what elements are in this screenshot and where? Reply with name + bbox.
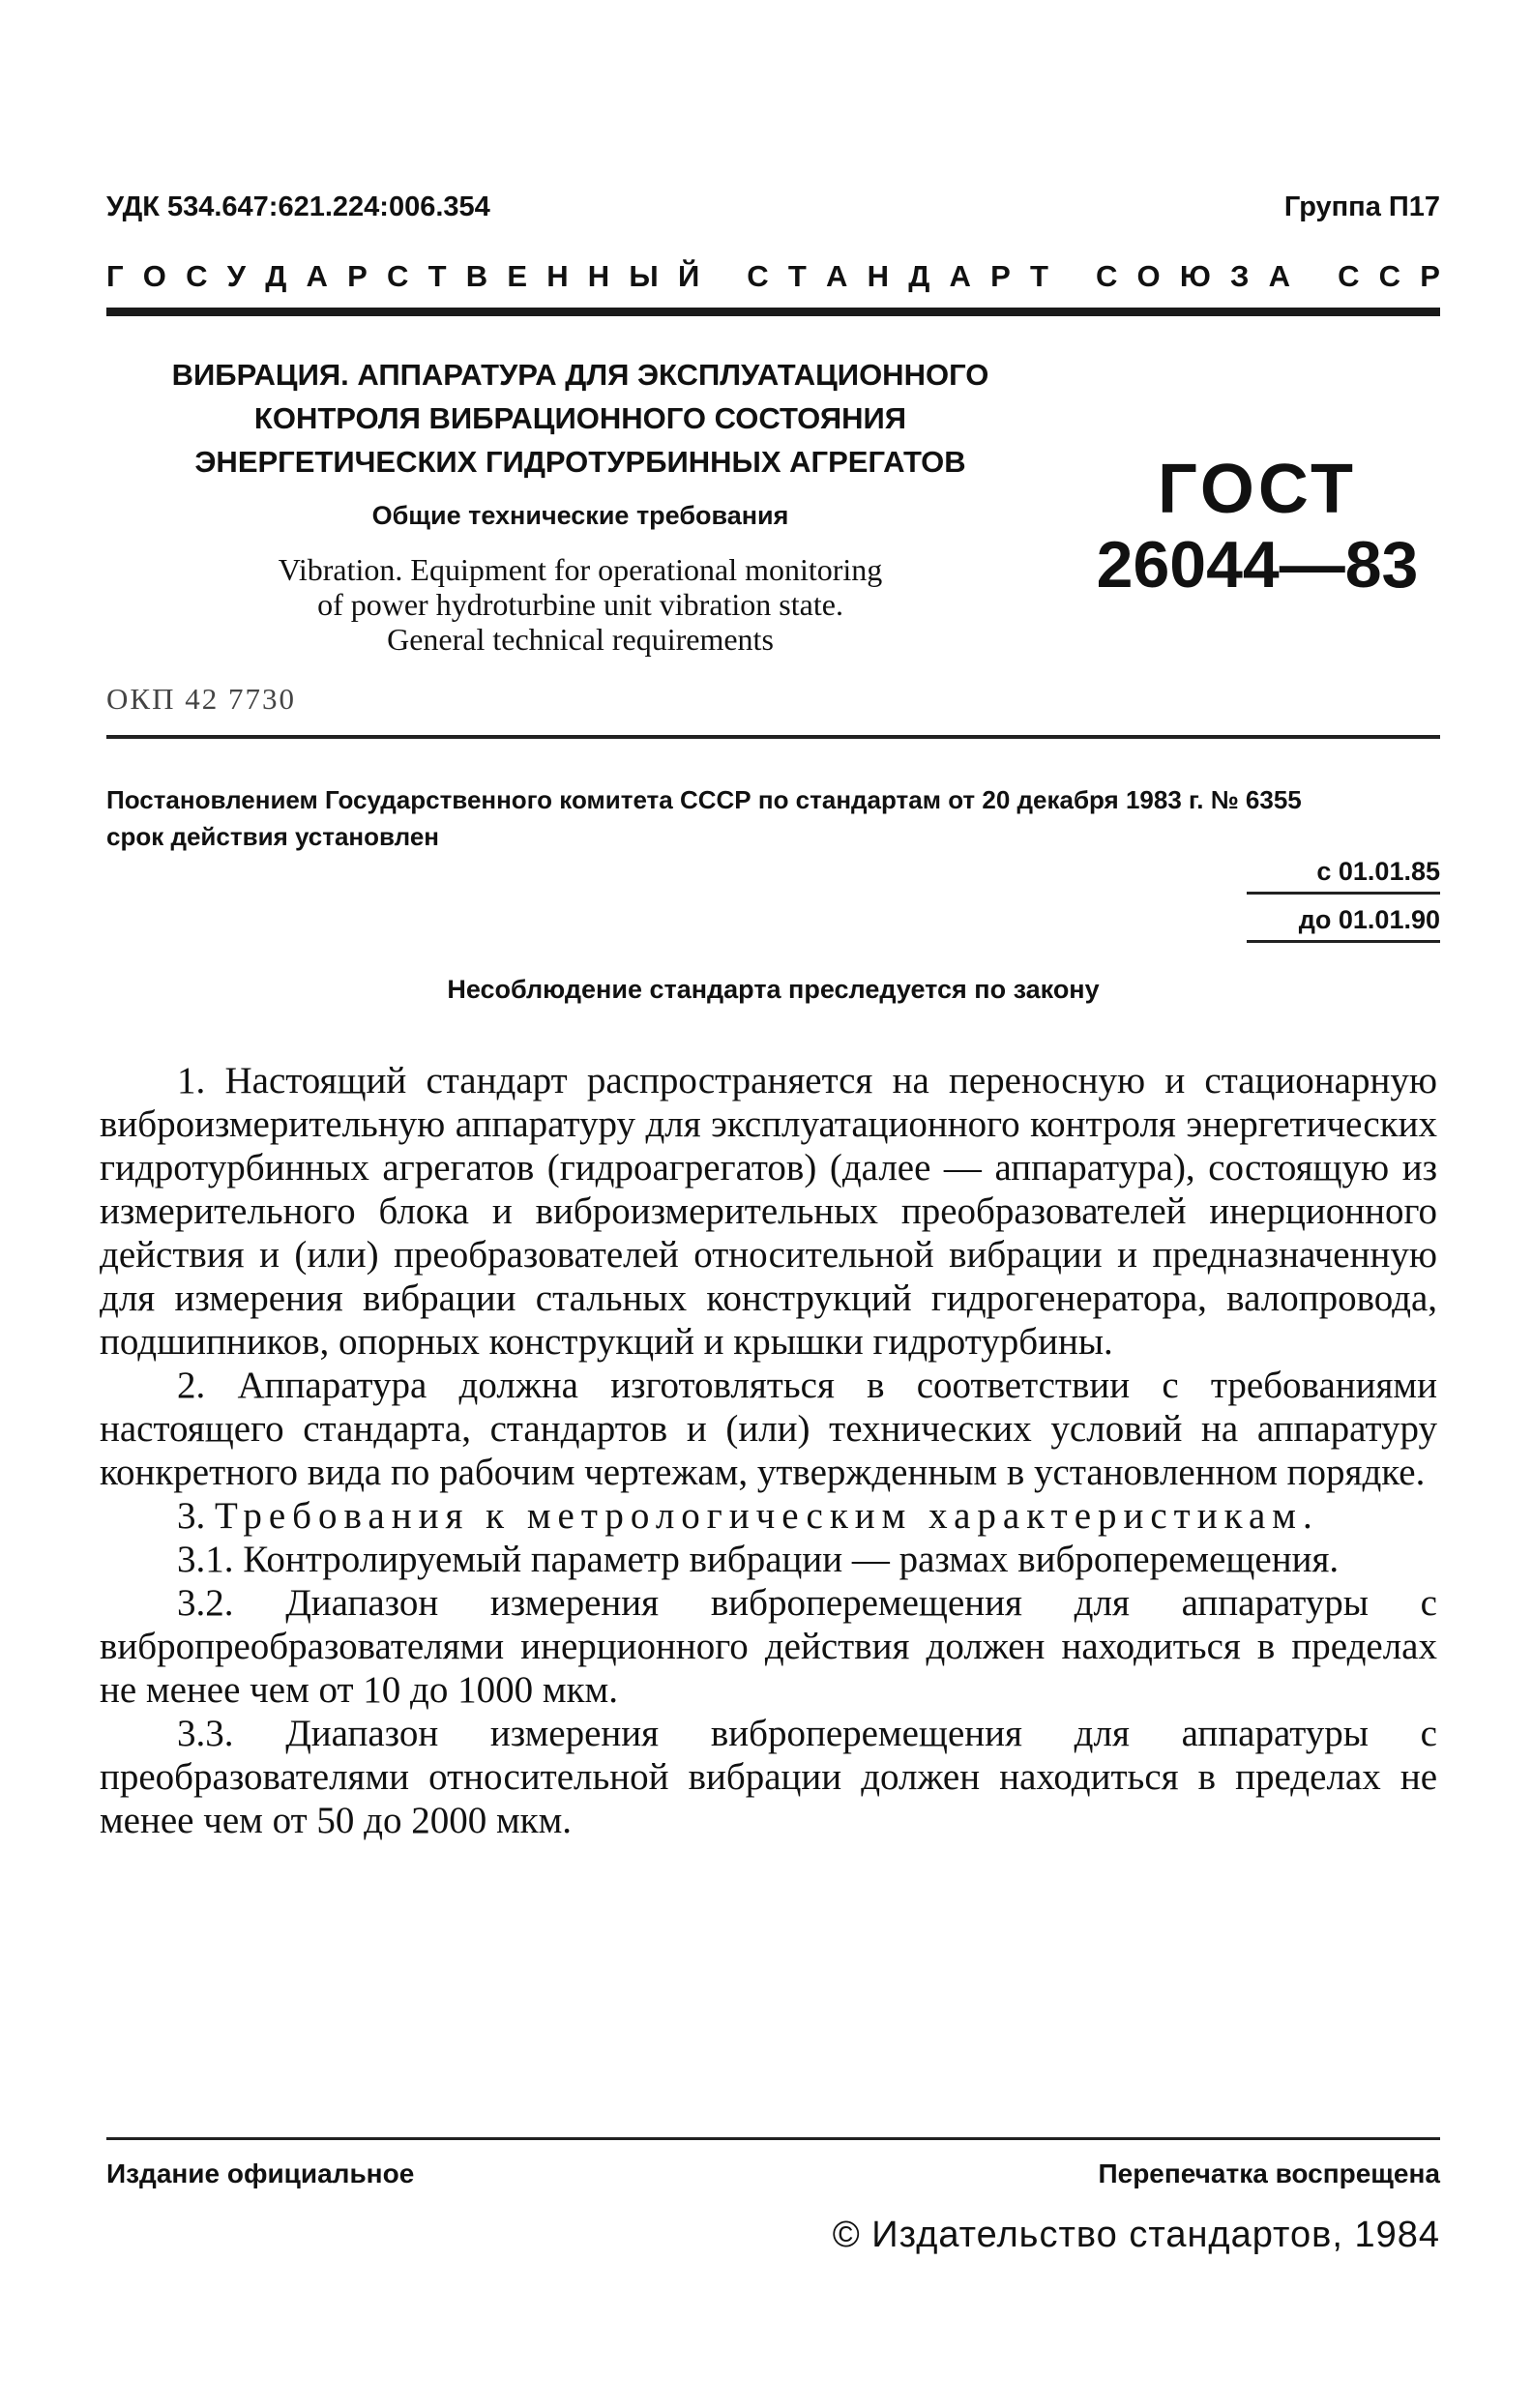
clause-3: [100, 1494, 1437, 1538]
standard-heading-letter: В: [465, 259, 488, 293]
header-rule: [106, 308, 1440, 316]
date-rule-from: [1247, 892, 1440, 895]
standard-heading-letter: Н: [867, 259, 889, 293]
clause-1: 1. Настоящий стандарт распространяется на переносную и стационарную виброизмерительную аппаратуру для эксплуатационного контроля энергетических гидротурбинных агрегатов (гидроагрегатов) (далее — аппаратура), состоящую из измерительного блока и виброизмерительных преобразователей инерционного действия и (или) преобразователей относительной вибрации и предназначенную для измерения вибрации стальных конструкций гидрогенератора, валопровода, подшипников, опорных конструкций и крышки гидротурбины.: [100, 1060, 1437, 1363]
standard-heading-letter: С: [186, 259, 208, 293]
clause-3-1: 3.1. Контролируемый параметр вибрации — размах виброперемещения.: [177, 1539, 1340, 1580]
standard-heading-letter: [1310, 259, 1318, 294]
standard-heading-letter: С: [747, 259, 769, 293]
decree-paragraph: Постановлением Государственного комитета СССР по стандартам от 20 декабря 1983 г. № 6355 срок действия установлен: [106, 785, 1302, 851]
standard-heading-letter: А: [826, 259, 848, 293]
standard-heading-letter: [1068, 259, 1076, 294]
standard-heading-letter: Д: [265, 259, 287, 293]
reprint-notice: Перепечатка воспрещена: [1098, 2158, 1440, 2188]
standard-heading-letter: Н: [546, 259, 569, 293]
body-text: [100, 1059, 1437, 1842]
english-title-line-2: of power hydroturbine unit vibration state.: [317, 587, 843, 622]
standard-heading-letter: Т: [427, 259, 447, 293]
standard-heading-letter: Р: [347, 259, 368, 293]
clause-2: 2. Аппаратура должна изготовляться в соответствии с требованиями настоящего стандарта, стандартов и (или) технических условий на аппаратуру конкретного вида по рабочим чертежам, утвержденным в установленном порядке.: [100, 1365, 1437, 1493]
standard-heading-letter: Е: [507, 259, 527, 293]
standard-heading-letter: У: [226, 259, 246, 293]
decree-text: [106, 781, 1440, 855]
standard-heading-letter: Т: [1029, 259, 1048, 293]
udk-code: УДК 534.647:621.224:006.354: [106, 191, 490, 222]
english-title-line-1: Vibration. Equipment for operational monitoring: [278, 552, 883, 587]
standard-heading-letter: А: [1268, 259, 1291, 293]
standard-heading-letter: Ю: [1179, 259, 1211, 293]
standard-heading-letter: Д: [908, 259, 930, 293]
standard-heading-letter: С: [386, 259, 409, 293]
standard-heading-letter: Ы: [629, 259, 659, 293]
standard-heading-letter: Т: [787, 259, 807, 293]
footer-rule: [106, 2137, 1440, 2140]
english-title-line-3: General technical requirements: [387, 622, 774, 657]
title-rule: [106, 735, 1440, 739]
standard-heading-letter: С: [1095, 259, 1118, 293]
standard-heading-letter: А: [949, 259, 971, 293]
publisher-copyright: © Издательство стандартов, 1984: [832, 2215, 1440, 2255]
standard-heading-letter: А: [306, 259, 328, 293]
effective-to: до 01.01.90: [1298, 905, 1440, 934]
standard-heading: [106, 259, 1440, 294]
standard-heading-letter: Г: [106, 259, 124, 293]
standard-heading-letter: [719, 259, 727, 294]
title-block: [106, 353, 1054, 657]
standard-heading-letter: Н: [587, 259, 610, 293]
gost-number: 26044—83: [1096, 528, 1419, 602]
edition-label: Издание официальное: [106, 2158, 415, 2188]
title-line-1: ВИБРАЦИЯ. АППАРАТУРА ДЛЯ ЭКСПЛУАТАЦИОННОГО: [171, 358, 989, 392]
standard-heading-letter: Р: [1420, 259, 1440, 293]
okp-code: ОКП 42 7730: [106, 682, 296, 716]
title-subtitle: Общие технические требования: [371, 501, 789, 530]
standard-heading-letter: С: [1378, 259, 1401, 293]
standard-heading-letter: О: [142, 259, 166, 293]
date-rule-to: [1247, 940, 1440, 943]
standard-heading-letter: С: [1338, 259, 1360, 293]
effective-from: с 01.01.85: [1316, 857, 1440, 886]
standard-heading-letter: Р: [990, 259, 1011, 293]
clause-3-2: 3.2. Диапазон измерения виброперемещения для аппаратуры с вибропреобразователями инерционного действия должен находиться в пределах не менее чем от 10 до 1000 мкм.: [100, 1582, 1437, 1711]
standard-heading-letter: З: [1230, 259, 1250, 293]
title-line-3: ЭНЕРГЕТИЧЕСКИХ ГИДРОТУРБИННЫХ АГРЕГАТОВ: [194, 445, 966, 479]
title-line-2: КОНТРОЛЯ ВИБРАЦИОННОГО СОСТОЯНИЯ: [253, 401, 907, 435]
standard-heading-letter: О: [1136, 259, 1161, 293]
group-code: Группа П17: [1283, 191, 1440, 222]
law-notice: Несоблюдение стандарта преследуется по закону: [447, 975, 1100, 1004]
clause-3-text: Требования к метрологическим характеристикам.: [215, 1495, 1319, 1537]
standard-heading-letter: Й: [677, 259, 700, 293]
clause-3-number: 3.: [177, 1495, 206, 1537]
clause-3-3: 3.3. Диапазон измерения виброперемещения для аппаратуры с преобразователями относительной вибрации должен находиться в пределах не менее чем от 50 до 2000 мкм.: [100, 1713, 1437, 1841]
gost-label: ГОСТ: [1157, 451, 1358, 528]
